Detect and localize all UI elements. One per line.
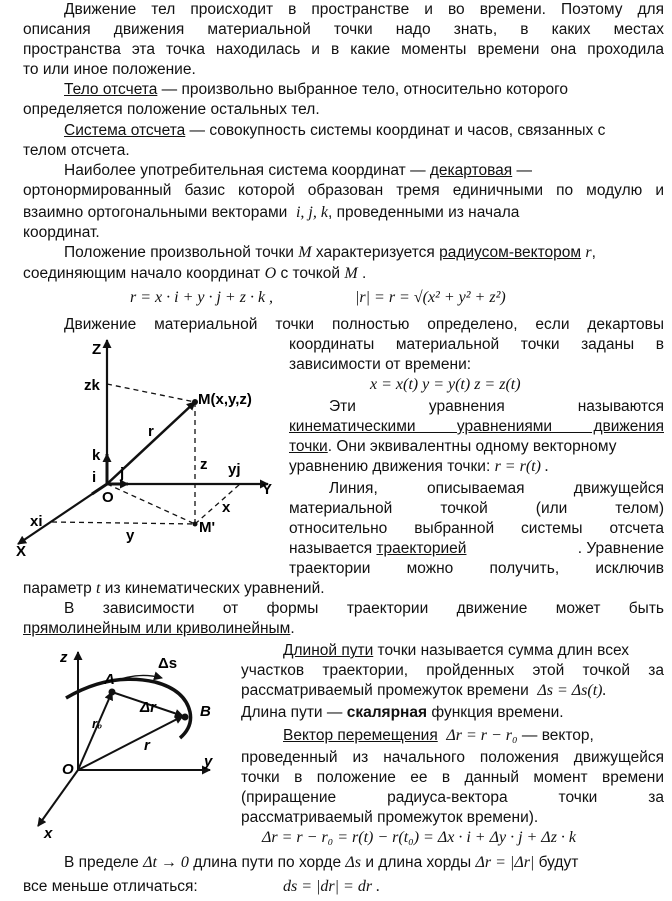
shape-text: .	[290, 620, 295, 637]
path-line: участков траектории, пройденных этой точкой за	[241, 662, 664, 679]
label-point-b: B	[200, 703, 211, 720]
formula-dt: Δt → 0	[143, 854, 189, 871]
term-cartesian: декартовая	[429, 162, 513, 179]
point-a	[109, 689, 116, 696]
displacement-line: точки в положение ее в данный момент времени	[241, 769, 664, 786]
radius-line	[64, 243, 596, 263]
cartesian-line	[23, 203, 519, 223]
symbol-r: r	[585, 244, 592, 261]
radius-text: характеризуется	[311, 244, 440, 261]
figure-coordinate-system	[0, 332, 290, 578]
label-origin: O	[102, 489, 114, 506]
label-zk: zk	[84, 377, 100, 394]
symbol-t: t	[96, 580, 101, 597]
symbol-o: O	[264, 265, 277, 282]
motion-line	[289, 457, 549, 477]
term-path-length: Длиной пути	[283, 642, 374, 659]
label-ds: Δs	[158, 655, 178, 672]
cartesian-line: координат.	[23, 224, 100, 241]
vector-r0	[78, 692, 112, 770]
cartesian-text: —	[512, 162, 533, 179]
motion-text: . Они эквивалентны одному векторному	[327, 438, 617, 455]
frame-ref-line: телом отсчета.	[23, 142, 130, 159]
radius-text: с точкой	[276, 265, 345, 282]
figure-trajectory	[0, 642, 240, 842]
label-xi: xi	[30, 513, 43, 530]
term-kinematic-equations: кинематическими уравнениями движения	[289, 418, 664, 435]
motion-text: называется	[289, 540, 377, 557]
displacement-line: (приращение радиуса-вектора точки за	[241, 789, 664, 806]
label-origin: O	[62, 761, 74, 778]
formula-differential: ds = |dr| = dr .	[283, 878, 381, 895]
symbol-m: M	[344, 265, 358, 282]
label-z: z	[200, 456, 208, 473]
trajectory-curve	[66, 679, 191, 738]
cartesian-text: Наиболее употребительная система координат —	[64, 162, 430, 179]
formula-displacement: Δr = r − r₀	[446, 727, 518, 744]
label-r: r	[144, 737, 150, 754]
axis-x-line	[38, 770, 78, 826]
displacement-line: проведенный из начального положения движущейся	[241, 749, 664, 766]
formula-kinematic: x = x(t) y = y(t) z = z(t)	[370, 376, 521, 393]
path-line	[283, 641, 664, 661]
term-scalar: скалярная	[346, 704, 428, 721]
label-point-a: A	[104, 671, 115, 688]
frame-ref-text: — совокупность системы координат и часов, связанных с	[185, 122, 606, 139]
limit-text: В пределе	[64, 854, 144, 871]
limit-text: будут	[534, 854, 579, 871]
radius-text: Положение произвольной точки	[64, 244, 299, 261]
radius-text: соединяющим начало координат	[23, 265, 265, 282]
term-trajectory: траекторией	[376, 540, 467, 557]
limit-text: длина пути по хорде	[188, 854, 346, 871]
motion-line: координаты материальной точки заданы в	[289, 336, 664, 353]
motion-text: . Уравнение	[577, 540, 664, 557]
label-axis-x: X	[16, 543, 27, 560]
motion-line: Эти уравнения называются	[329, 398, 664, 415]
path-text: Длина пути —	[241, 704, 347, 721]
radius-text: .	[357, 265, 367, 282]
path-text: рассматриваемый промежуток времени	[241, 682, 529, 699]
intro-line: описания движения материальной точки надо знать, в каких местах	[23, 21, 664, 38]
motion-line	[23, 579, 325, 599]
label-axis-z: z	[60, 649, 68, 666]
label-yj: yj	[228, 461, 241, 478]
label-dr: Δr	[140, 699, 156, 716]
limit-line: все меньше отличаться:	[23, 878, 198, 895]
motion-text: из кинематических уравнений.	[100, 580, 325, 597]
formula-radius-vector: r = x · i + y · j + z · k ,	[130, 289, 274, 306]
label-axis-y: Y	[262, 481, 273, 498]
intro-line: пространства эта точка находилась и в какие моменты времени она проходила	[23, 41, 664, 58]
motion-line: зависимости от времени:	[289, 356, 472, 373]
displacement-text: — вектор,	[517, 727, 594, 744]
body-ref-line	[64, 80, 664, 100]
shape-line: В зависимости от формы траектории движение может быть	[64, 600, 664, 617]
cartesian-text: , проведенными из начала	[327, 204, 520, 221]
formula-vector-equation: r = r(t) .	[494, 458, 549, 475]
motion-line: траектории можно получить, исключив	[289, 560, 664, 577]
radius-text: ,	[591, 244, 596, 261]
label-axis-y: y	[204, 753, 213, 770]
intro-line: Движение тел происходит в пространстве и во времени. Поэтому для	[64, 1, 664, 18]
label-r: r	[148, 423, 154, 440]
term-rect-curv: прямолинейным или криволинейным	[23, 620, 291, 637]
label-point-m-proj: M'	[199, 519, 216, 536]
motion-text: параметр	[23, 580, 97, 597]
body-ref-text: — произвольно выбранное тело, относительно которого	[157, 81, 569, 98]
motion-line: Линия, описываемая движущейся	[329, 480, 664, 497]
formula-displacement-full: Δr = r − r₀ = r(t) − r(t₀) = Δx · i + Δy · j + Δz · k	[262, 829, 577, 846]
limit-line	[64, 853, 578, 873]
term-point: точки	[289, 438, 328, 455]
intro-line: то или иное положение.	[23, 61, 196, 78]
body-ref-line: определяется положение остальных тел.	[23, 101, 320, 118]
label-i: i	[92, 469, 97, 486]
path-text: функция времени.	[427, 704, 564, 721]
motion-line	[289, 437, 616, 457]
label-y: y	[126, 527, 135, 544]
displacement-line: рассматриваемый промежуток времени).	[241, 809, 539, 826]
path-line	[241, 681, 607, 701]
label-point-m: M(x,y,z)	[198, 391, 252, 408]
cartesian-text: взаимно ортогональными векторами	[23, 204, 288, 221]
radius-line	[23, 264, 366, 284]
formula-path: Δs = Δs(t).	[537, 682, 607, 699]
shape-line	[23, 619, 295, 639]
label-axis-z: Z	[92, 341, 102, 358]
formula-chord: Δr = |Δr|	[475, 854, 535, 871]
term-radius-vector: радиусом-вектором	[439, 244, 582, 261]
formula-ds: Δs	[345, 854, 362, 871]
cartesian-line: ортонормированный базис которой образован тремя единичными по модулю и	[23, 182, 664, 199]
motion-line: Движение материальной точки полностью определено, если декартовы	[64, 316, 664, 333]
motion-line: материальной точкой (или телом)	[289, 500, 664, 517]
motion-line	[289, 539, 664, 559]
symbol-m: M	[298, 244, 312, 261]
path-text: точки называется сумма длин всех	[373, 642, 630, 659]
formula-radius-modulus: |r| = r = √(x² + y² + z²)	[355, 289, 506, 306]
label-axis-x: x	[44, 825, 53, 842]
label-x: x	[222, 499, 231, 516]
point-m-projection	[193, 522, 198, 527]
displacement-line	[283, 726, 594, 746]
motion-line: относительно выбранной системы отсчета	[289, 520, 664, 537]
frame-ref-line	[64, 121, 664, 141]
label-k: k	[92, 447, 101, 464]
path-line	[241, 703, 564, 723]
cartesian-line	[64, 161, 532, 181]
term-body-ref: Тело отсчета	[64, 81, 158, 98]
label-r0: r₀	[92, 716, 103, 731]
term-frame-ref: Система отсчета	[64, 122, 186, 139]
motion-text: уравнению движения точки:	[289, 458, 495, 475]
basis-vectors: i, j, k	[295, 204, 328, 221]
point-b	[182, 714, 189, 721]
label-j: j	[120, 465, 125, 482]
limit-text: и длина хорды	[361, 854, 476, 871]
term-displacement: Вектор перемещения	[283, 727, 438, 744]
